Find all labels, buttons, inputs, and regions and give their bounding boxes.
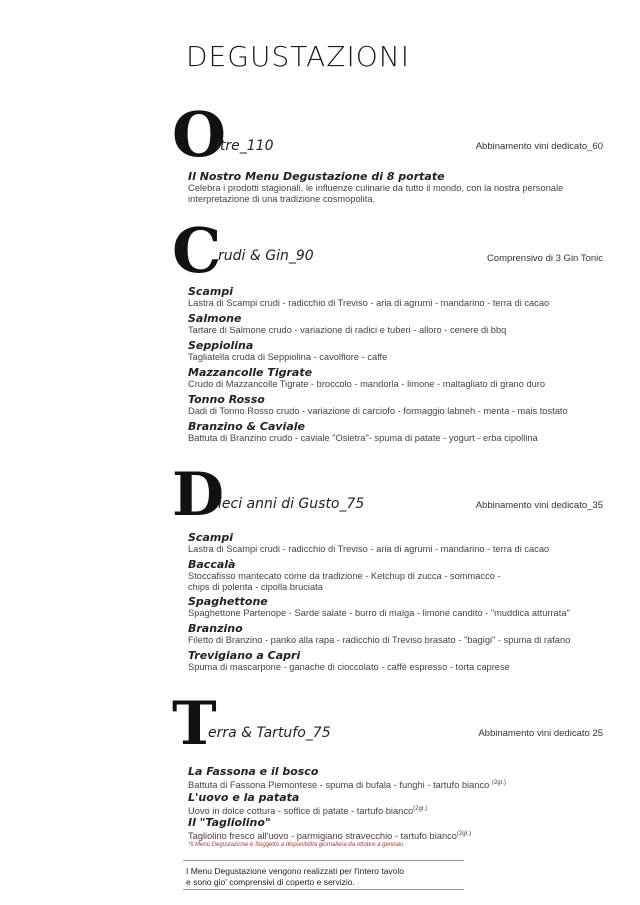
dish-name: Scampi (188, 285, 233, 298)
dish-description: Dadi di Tonno Rosso crudo - variazione di carciofo - formaggio labneh - menta - mais tostato (188, 406, 568, 416)
dish-name: Salmone (188, 312, 242, 325)
dish-item (188, 531, 618, 555)
menu-initial: D (172, 460, 225, 530)
dish-name: Il "Tagliolino" (188, 816, 271, 829)
dish-name: La Fassona e il bosco (188, 765, 319, 778)
dish-item (188, 622, 618, 646)
menu-initial: O (172, 98, 227, 171)
dish-item (188, 339, 618, 363)
dish-description: Tartare di Salmone crudo - variazione di radici e tuberi - alloro - cenere di bbq (188, 325, 507, 335)
availability-footnote: *Il Menù Degustazione è Soggetto a disponibilità giornaliera da ottobre a gennaio (188, 842, 404, 848)
dish-item (188, 765, 618, 791)
dish-name: L'uovo e la patata (188, 791, 300, 804)
dish-item (188, 393, 618, 417)
footer-bottom-rule (183, 889, 464, 890)
dish-description: Stoccafisso mantecato come da tradizione - Ketchup di zucca - sommacco - (188, 571, 501, 581)
dish-name: Branzino (188, 622, 243, 635)
dish-name: Scampi (188, 531, 233, 544)
dish-item (188, 420, 618, 444)
dish-item (188, 285, 618, 309)
dish-description: Lastra di Scampi crudi - radicchio di Treviso - aria di agrumi - mandarino - terra di cacao (188, 544, 550, 554)
menu-title: ieci anni di Gusto_75 (218, 496, 365, 512)
dish-item (188, 816, 618, 842)
dish-description: Tagliatella cruda di Seppiolina - cavolfiore - caffe (188, 352, 388, 362)
dish-item (188, 170, 618, 205)
dish-description: Lastra di Scampi crudi - radicchio di Treviso - aria di agrumi - mandarino - terra di cacao (188, 298, 550, 308)
dish-description-line2: chips di polenta - cipolla bruciata (188, 582, 323, 592)
menu-note: Abbinamento vini dedicato_35 (475, 500, 603, 511)
footer-line-2: e sono gio' comprensivi di coperto e servizio. (186, 877, 355, 887)
dish-description: Spaghettone Partenope - Sarde salate - burro di malga - limone candito - "muddica atturrata" (188, 608, 570, 618)
dish-name: Trevigiano a Capri (188, 649, 301, 662)
dish-item (188, 558, 618, 593)
dish-name: Baccalà (188, 558, 236, 571)
dish-name: Mazzancolle Tigrate (188, 366, 313, 379)
dish-item (188, 791, 618, 817)
dish-name: Tonno Rosso (188, 393, 265, 406)
dish-name: Spaghettone (188, 595, 268, 608)
footer-line-1: I Menu Degustazione vengono realizzati per l'intero tavolo (186, 866, 405, 876)
dish-name: Seppiolina (188, 339, 254, 352)
dish-description: Battuta di Fassona Piemontese - spuma di bufala - funghi - tartufo bianco $^{(2gr.)}$ (188, 780, 506, 791)
dish-description: Battuta di Branzino crudo - caviale "Osietra"- spuma di patate - yogurt - erba cipollina (188, 433, 538, 443)
menu-initial: T (172, 689, 217, 759)
dish-name: Il Nostro Menu Degustazione di 8 portate (188, 170, 445, 183)
menu-note: Comprensivo di 3 Gin Tonic (487, 253, 603, 264)
dish-name: Branzino & Caviale (188, 420, 305, 433)
dish-description: Crudo di Mazzancolle Tigrate - broccolo - mandorla - limone - maltagliato di grano duro (188, 379, 546, 389)
dish-item (188, 649, 618, 673)
menu-title: ltre_110 (216, 138, 274, 154)
footer-top-rule (183, 860, 464, 861)
menu-title: erra & Tartufo_75 (208, 725, 331, 741)
menu-note: Abbinamento vini dedicato 25 (478, 728, 603, 739)
dish-description: Tagliolino fresco all'uovo - parmigiano stravecchio - tartufo bianco$^{(2gr.)}$ (188, 831, 471, 842)
dish-description: Celebra i prodotti stagionali, le influenze culinarie da tutto il mondo, con la nostra personale interpretazione di una tradizione cosmopolita. (188, 183, 564, 204)
footer-note (186, 866, 466, 888)
dish-description: Spuma di mascarpone - ganache di cioccolato - caffè espresso - torta caprese (188, 662, 510, 672)
dish-item (188, 312, 618, 336)
dish-item (188, 366, 618, 390)
dish-description: Uovo in dolce cottura - soffice di patate - tartufo bianco$^{(2gr.)}$ (188, 806, 428, 817)
menu-note: Abbinamento vini dedicato_60 (475, 141, 603, 152)
page-title: DEGUSTAZIONI (186, 40, 410, 73)
menu-initial: C (172, 214, 222, 287)
dish-item (188, 595, 618, 619)
menu-title: rudi & Gin_90 (218, 248, 314, 264)
dish-description: Filetto di Branzino - panko alla rapa - radicchio di Treviso brasato - "bagigi" - spuma di rafano (188, 635, 571, 645)
